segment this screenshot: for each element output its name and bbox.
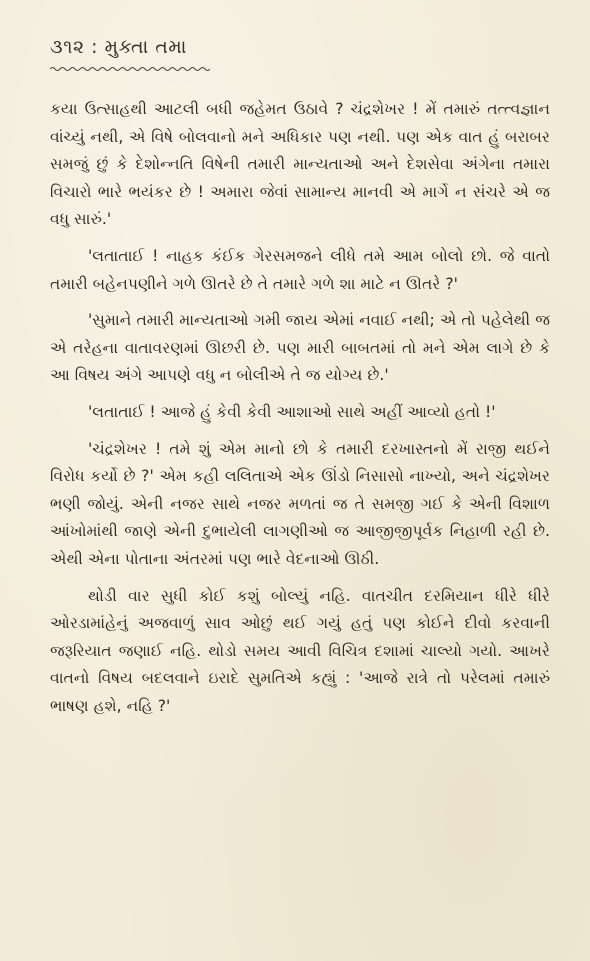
- paragraph-5: 'ચંદ્રશેખર ! તમે શું એમ માનો છો કે તમારી દરખાસ્તનો મેં રાજી થઈને વિરોધ કર્યો છે ?' એમ કહી લલિતાએ એક ઊંડો નિસાસો નાખ્યો, અને ચંદ્રશેખર ભણી જોયું. એની નજર સાથે નજર મળતાં જ તે સમજી ગઈ કે એની વિશાળ આંખોમાંથી જાણે એની દુભાયેલી લાગણીઓ જ આજીજીપૂર્વક નિહાળી રહી છે. એથી એના પોતાના અંતરમાં પણ ભારે વેદનાઓ ઊઠી.: [50, 439, 550, 568]
- paragraph-6: થોડી વાર સુધી કોઈ કશું બોલ્યું નહિ. વાતચીત દરમિયાન ધીરે ધીરે ઓરડામાંહેનું અજવાળું સાવ ઓછું થઈ ગયું હતું પણ કોઈને દીવો કરવાની જરૂરિયાત જણાઈ નહિ. થોડો સમય આવી વિચિત્ર દશામાં ચાલ્યો ગયો. આખરે વાતનો વિષય બદલવાને ઇરાદે સુમતિએ કહ્યું : 'આજે રાત્રે તો પરેલમાં તમારું ભાષણ હશે, નહિ ?': [50, 586, 550, 715]
- paragraph-1: કયા ઉત્સાહથી આટલી બધી જહેમત ઉઠાવે ? ચંદ્રશેખર ! મેં તમારું તત્ત્વજ્ઞાન વાંચ્યું નથી, એ વિષે બોલવાનો મને અધિકાર પણ નથી. પણ એક વાત હું બરાબર સમજું છું કે દેશોન્નતિ વિષેની તમારી માન્યતાઓ અને દેશસેવા અંગેના તમારા વિચારો ભારે ભયંકર છે ! અમારા જેવાં સામાન્ય માનવી એ માર્ગે ન સંચરે એ જ વધુ સારું.': [50, 100, 550, 229]
- paragraph-4: 'લતાતાઈ ! આજે હું કેવી કેવી આશાઓ સાથે અહીં આવ્યો હતો !': [88, 402, 496, 421]
- running-head: ૩૧૨ : મુક્તા તમા: [50, 36, 187, 58]
- paragraph-3: 'સુમાને તમારી માન્યતાઓ ગમી જાય એમાં નવાઈ નથી; એ તો પહેલેથી જ એ તરેહના વાતાવરણમાં ઊછરી છે. પણ મારી બાબતમાં તો મને એમ લાગે છે કે આ વિષય અંગે આપણે વધુ ન બોલીએ તે જ યોગ્ય છે.': [50, 311, 550, 385]
- paragraph-2: 'લતાતાઈ ! નાહક કંઈક ગેરસમજને લીધે તમે આમ બોલો છો. જે વાતો તમારી બહેનપણીને ગળે ઊતરે છે તે તમારે ગળે શા માટે ન ઊતરે ?': [50, 246, 550, 293]
- wavy-underline-ornament: [50, 66, 210, 72]
- body-text: [50, 96, 550, 720]
